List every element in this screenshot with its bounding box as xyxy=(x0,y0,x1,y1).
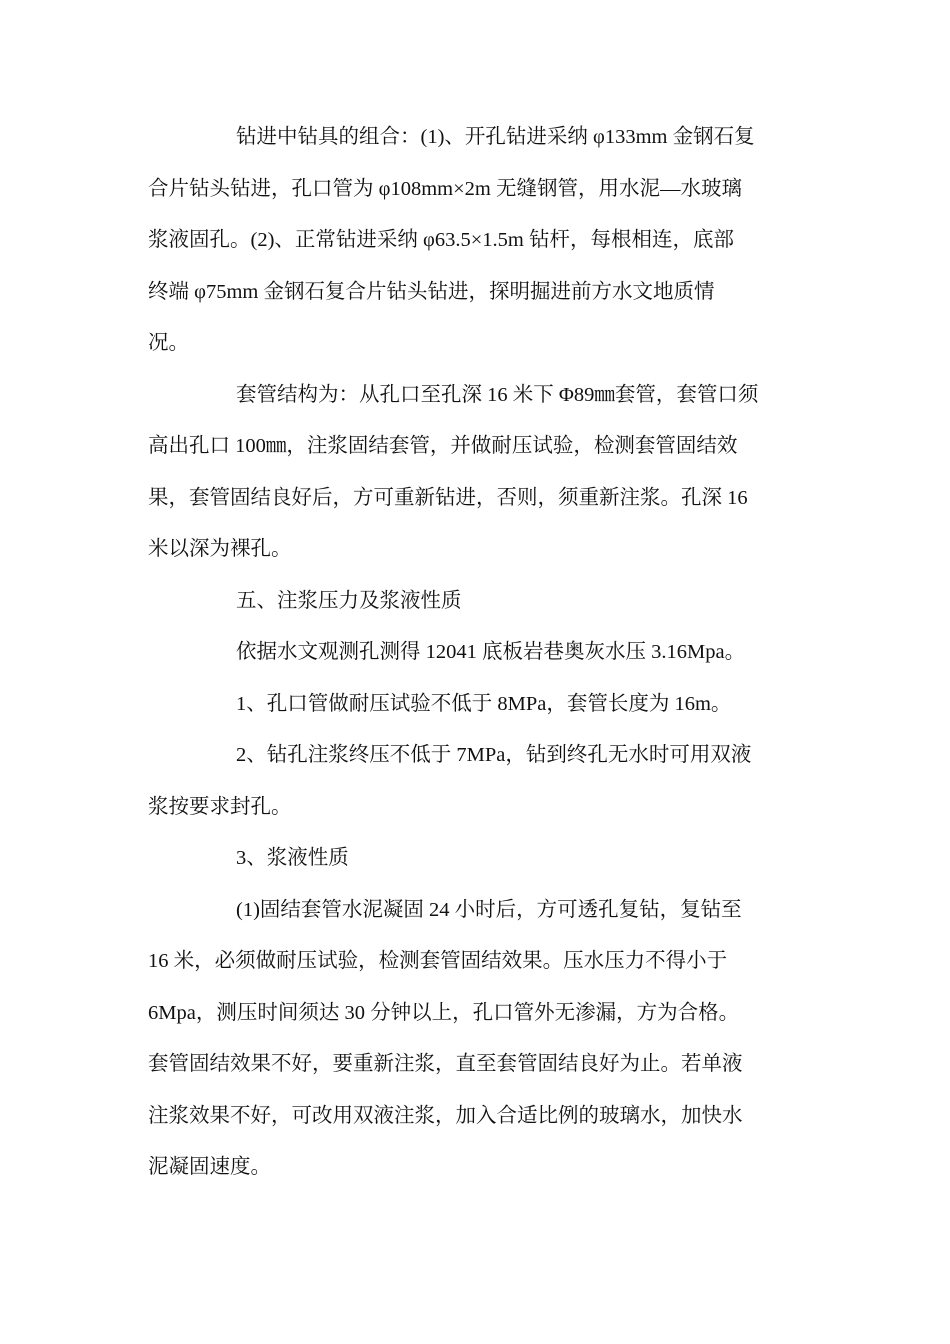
text-line: 泥凝固速度。 xyxy=(148,1156,271,1178)
text-line: 浆液固孔。(2)、正常钻进采纳 φ63.5×1.5m 钻杆，每根相连，底部 xyxy=(148,229,734,251)
text-line: 1、孔口管做耐压试验不低于 8MPa，套管长度为 16m。 xyxy=(236,692,732,715)
text-line: 果，套管固结良好后，方可重新钻进，否则，须重新注浆。孔深 16 xyxy=(148,486,748,509)
text-line: 注浆效果不好，可改用双液注浆，加入合适比例的玻璃水，加快水 xyxy=(148,1104,743,1127)
text-line: 合片钻头钻进，孔口管为 φ108mm×2m 无缝钢管，用水泥—水玻璃 xyxy=(148,177,742,200)
paragraph-drilling-tools xyxy=(148,112,808,370)
section-heading xyxy=(148,576,808,628)
text-line: 浆按要求封孔。 xyxy=(148,795,292,818)
paragraph-casing-structure xyxy=(148,370,808,576)
text-line: 16 米，必须做耐压试验，检测套管固结效果。压水压力不得小于 xyxy=(148,950,728,972)
text-line: 况。 xyxy=(148,332,189,354)
text-line: 依据水文观测孔测得 12041 底板岩巷奥灰水压 3.16Mpa。 xyxy=(236,641,746,663)
heading-text: 五、注浆压力及浆液性质 xyxy=(236,589,462,612)
text-line: 终端 φ75mm 金钢石复合片钻头钻进，探明掘进前方水文地质情 xyxy=(148,280,715,303)
paragraph-grout-properties xyxy=(148,885,808,1194)
text-line: 米以深为裸孔。 xyxy=(148,538,292,560)
text-line: 套管固结效果不好，要重新注浆，直至套管固结良好为止。若单液 xyxy=(148,1053,743,1075)
text-line: 钻进中钻具的组合：(1)、开孔钻进采纳 φ133mm 金钢石复 xyxy=(236,126,755,148)
text-line: 高出孔口 100㎜，注浆固结套管，并做耐压试验，检测套管固结效 xyxy=(148,435,738,457)
text-line: 套管结构为：从孔口至孔深 16 米下 Φ89㎜套管，套管口须 xyxy=(236,383,759,406)
paragraph-water-pressure xyxy=(148,627,808,679)
document-body xyxy=(148,112,808,1194)
list-item-2 xyxy=(148,730,808,833)
list-item-3 xyxy=(148,833,808,885)
text-line: (1)固结套管水泥凝固 24 小时后，方可透孔复钻，复钻至 xyxy=(236,898,742,921)
text-line: 3、浆液性质 xyxy=(236,847,349,869)
text-line: 6Mpa，测压时间须达 30 分钟以上，孔口管外无渗漏，方为合格。 xyxy=(148,1001,740,1024)
list-item-1 xyxy=(148,679,808,731)
text-line: 2、钻孔注浆终压不低于 7MPa，钻到终孔无水时可用双液 xyxy=(236,744,752,766)
